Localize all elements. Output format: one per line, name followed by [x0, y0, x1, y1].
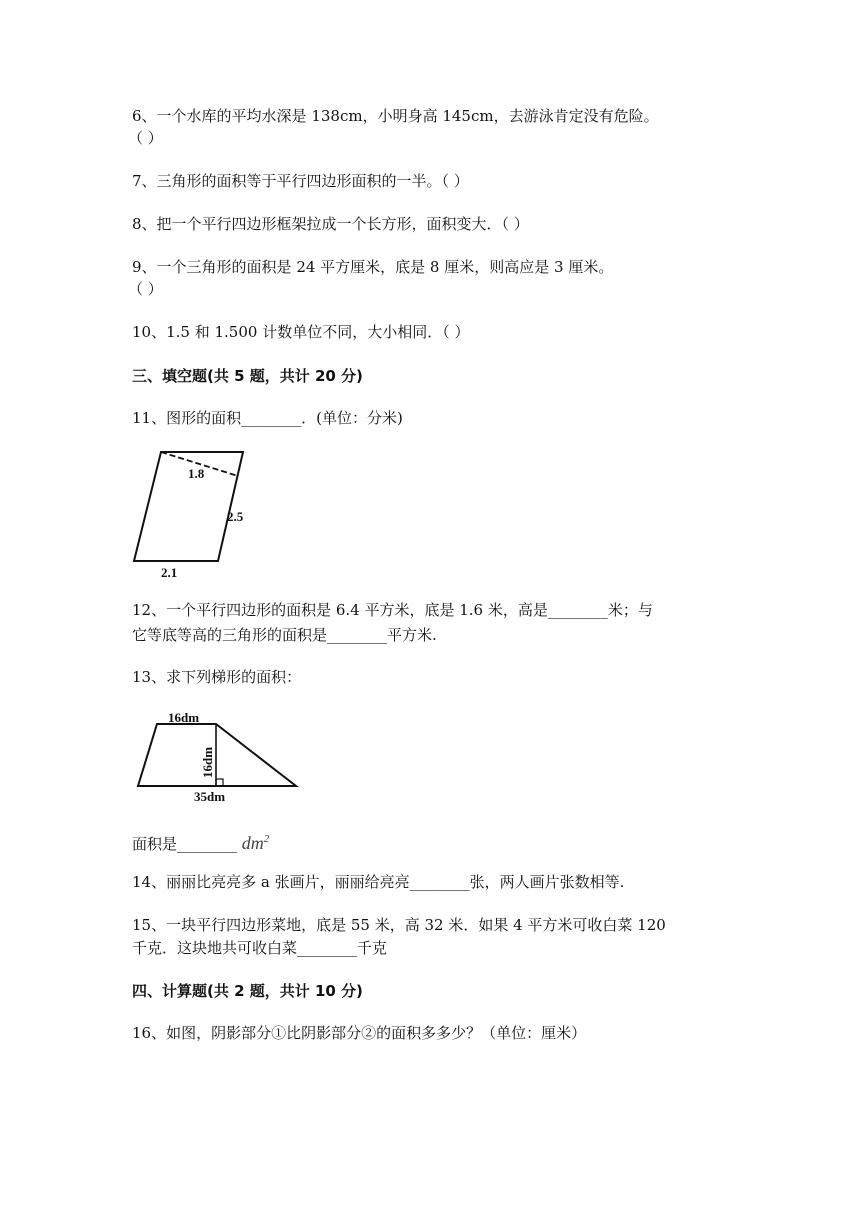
question-13: 13、求下列梯形的面积：: [132, 668, 302, 686]
section-3-title: 三、填空题(共 5 题，共计 20 分): [132, 367, 363, 385]
unit-dm2: $dm^2$: [241, 833, 270, 853]
label-bottom: 35dm: [194, 789, 226, 804]
question-9-answer-blank[interactable]: （ ）: [128, 280, 163, 298]
label-top: 16dm: [168, 710, 200, 725]
question-15-line-2: 千克．这块地共可收白菜________千克: [132, 939, 388, 957]
question-6-answer-blank[interactable]: （ ）: [128, 129, 163, 147]
question-13-trapezoid-figure: [130, 708, 305, 808]
section-4-title: 四、计算题(共 2 题，共计 10 分): [132, 982, 363, 1000]
label-height: 16dm: [200, 746, 215, 778]
label-side: 2.5: [227, 509, 244, 524]
question-10: 10、1.5 和 1.500 计数单位不同，大小相同．（ ）: [132, 323, 470, 341]
answer-prefix: 面积是________: [132, 835, 238, 853]
question-13-answer-line: [132, 829, 269, 854]
question-6-line-1: 6、一个水库的平均水深是 138cm，小明身高 145cm，去游泳肯定没有危险。: [132, 107, 659, 125]
question-9-line-1: 9、一个三角形的面积是 24 平方厘米，底是 8 厘米，则高应是 3 厘米。: [132, 258, 614, 276]
label-height: 1.8: [188, 466, 205, 481]
question-14: 14、丽丽比亮亮多 a 张画片，丽丽给亮亮________张，两人画片张数相等.: [132, 873, 625, 891]
right-angle-marker: [216, 779, 223, 786]
trapezoid-shape: [138, 724, 296, 786]
question-11: 11、图形的面积________．(单位：分米): [132, 409, 403, 427]
question-12-line-1: 12、一个平行四边形的面积是 6.4 平方米，底是 1.6 米，高是________米；与: [132, 601, 653, 619]
question-8: 8、把一个平行四边形框架拉成一个长方形，面积变大．（ ）: [132, 215, 529, 233]
question-16: 16、如图，阴影部分①比阴影部分②的面积多多少？（单位：厘米）: [132, 1024, 587, 1042]
question-11-parallelogram-figure: [128, 446, 258, 582]
question-7: 7、三角形的面积等于平行四边形面积的一半。（ ）: [132, 172, 469, 190]
label-base: 2.1: [161, 565, 178, 580]
question-12-line-2: 它等底等高的三角形的面积是________平方米.: [132, 626, 437, 644]
question-15-line-1: 15、一块平行四边形菜地，底是 55 米，高 32 米．如果 4 平方米可收白菜 120: [132, 916, 666, 934]
